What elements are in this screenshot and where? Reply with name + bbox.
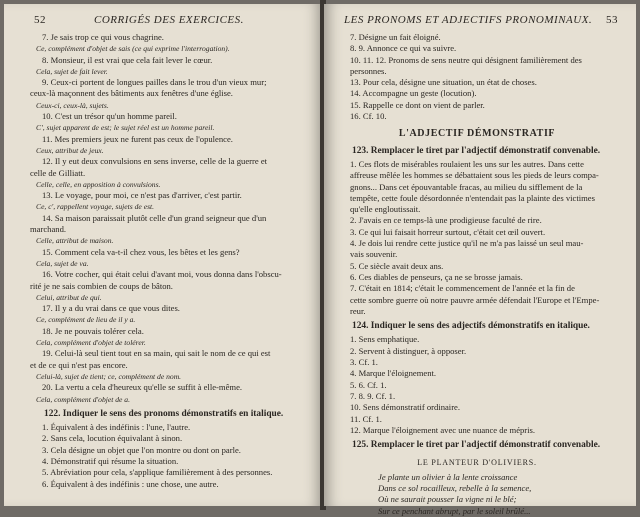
answer-line: 4. Démonstratif qui résume la situation. xyxy=(42,455,179,466)
exercise-line: 3. Ce qui lui faisait horreur surtout, c'était cet œil ouvert. xyxy=(350,226,546,237)
answer-line: 5. Abréviation pour cela, s'applique familièrement à des personnes. xyxy=(42,467,273,478)
answer-line: 8. 9. Annonce ce qui va suivre. xyxy=(350,43,457,54)
answer-line: 16. Cf. 10. xyxy=(350,111,387,122)
text-line: Cela, sujet de va. xyxy=(36,258,89,268)
exercise-line: tempête, cette foule désordonnée n'entendait pas la plainte des victimes xyxy=(350,192,595,203)
text-line: 17. Il y a du vrai dans ce que vous dites. xyxy=(42,303,180,314)
text-line: Ce, complément d'objet de sais (ce qui exprime l'interrogation). xyxy=(36,44,230,54)
answer-line: 7. 8. 9. Cf. 1. xyxy=(350,390,396,401)
text-line: 13. Le voyage, pour moi, ce n'est pas d'arriver, c'est partir. xyxy=(42,190,242,201)
poem-line: Dans ce sol rocailleux, rebelle à la semence, xyxy=(378,482,532,493)
text-line: Celui-là, sujet de tient; ce, complément de nom. xyxy=(36,371,182,381)
answer-line: 3. Cf. 1. xyxy=(350,357,378,368)
answer-line: 10. Sens démonstratif ordinaire. xyxy=(350,402,461,413)
exercise-line: vais souvenir. xyxy=(350,249,398,260)
text-line: marchand. xyxy=(30,224,67,235)
answer-line: 1. Équivalent à des indéfinis : l'une, l'autre. xyxy=(42,422,191,433)
text-line: Celle, celle, en apposition à convulsions. xyxy=(36,179,161,189)
answer-line: 4. Marque l'éloignement. xyxy=(350,368,437,379)
corrections-list xyxy=(30,32,308,405)
text-line: 10. C'est un trésor qu'un homme pareil. xyxy=(42,111,177,122)
answer-line: 2. Sans cela, locution équivalant à sinon. xyxy=(42,433,183,444)
answer-line: 7. Désigne un fait éloigné. xyxy=(350,32,441,42)
text-line: 9. Ceux-ci portent de longues pailles dans le trou d'un vieux mur; xyxy=(42,77,267,88)
poem-title: LE PLANTEUR D'OLIVIERS. xyxy=(417,458,537,468)
exercise-line: cette sombre guerre où notre pauvre armée défendait l'Europe et l'Empe- xyxy=(350,294,600,305)
text-line: 8. Monsieur, il est vrai que cela fait lever le cœur. xyxy=(42,54,213,65)
exercise-122-answers xyxy=(30,422,308,490)
answer-line: 2. Servent à distinguer, à opposer. xyxy=(350,345,467,356)
exercise-line: 1. Ces flots de misérables roulaient les uns sur les autres. Dans cette xyxy=(350,158,584,169)
text-line: 19. Celui-là seul tient tout en sa main, qui sait le nom de ce qui est xyxy=(42,348,271,359)
text-line: 11. Mes premiers jeux ne furent pas ceux de l'opulence. xyxy=(42,133,233,144)
answer-line: 13. Pour cela, désigne une situation, un état de choses. xyxy=(350,77,537,88)
exercise-line: gnons... Dans cet épouvantable fracas, au milieu du sifflement de la xyxy=(350,181,583,192)
left-page-number: 52 xyxy=(34,14,46,26)
text-line: celle de Gilliatt. xyxy=(30,167,86,178)
exercise-line: affreuse mêlée les hommes se débattaient sous les pieds de leurs compa- xyxy=(350,170,599,181)
exercise-line: 4. Je dois lui rendre cette justice qu'il ne m'a pas laissé un seul mau- xyxy=(350,238,584,249)
answer-line: 3. Cela désigne un objet que l'on montre ou dont on parle. xyxy=(42,444,241,455)
right-page-number: 53 xyxy=(606,14,618,26)
answer-line: 11. Cf. 1. xyxy=(350,413,382,424)
answer-line: 14. Accompagne un geste (locution). xyxy=(350,88,477,99)
exercise-line: 6. Ces diables de penseurs, ça ne se brosse jamais. xyxy=(350,271,523,282)
text-line: 7. Je sais trop ce qui vous chagrine. xyxy=(42,32,164,42)
text-line: Cela, complément d'objet de a. xyxy=(36,394,130,404)
answer-line: 5. 6. Cf. 1. xyxy=(350,379,387,390)
left-page-body xyxy=(30,32,308,490)
answer-line: personnes. xyxy=(350,65,387,76)
answer-line: 15. Rappelle ce dont on vient de parler. xyxy=(350,99,485,110)
left-page xyxy=(4,4,322,506)
text-line: Cela, sujet de fait lever. xyxy=(36,66,108,76)
text-line: ceux-là maçonnent des bâtiments aux fenêtres d'une église. xyxy=(30,88,233,99)
text-line: Cela, complément d'objet de tolérer. xyxy=(36,338,146,348)
answer-line: 10. 11. 12. Pronoms de sens neutre qui désignent familièrement des xyxy=(350,54,582,65)
exercise-123-answers xyxy=(338,159,616,317)
answer-line: 1. Sens emphatique. xyxy=(350,334,420,345)
chapter-heading: L'ADJECTIF DÉMONSTRATIF xyxy=(398,128,556,140)
poem-line: Je plante un olivier à la lente croissance xyxy=(378,471,518,482)
right-page xyxy=(324,4,636,516)
exercise-line: qu'elle engloutissait. xyxy=(350,204,421,215)
text-line: 12. Il y eut deux convulsions en sens inverse, celle de la guerre et xyxy=(42,156,268,167)
poem-line: Où ne saurait pousser la vigne ni le blé; xyxy=(378,494,517,505)
text-line: rité je ne sais combien de coups de bâton. xyxy=(30,280,173,291)
text-line: C', sujet apparent de est; le sujet réel est un homme pareil. xyxy=(36,123,215,133)
right-running-title: LES PRONOMS ET ADJECTIFS PRONOMINAUX. xyxy=(344,14,593,26)
exercise-125-title: 125. Remplacer le tiret par l'adjectif démonstratif convenable. xyxy=(352,440,601,451)
answer-line: 12. Marque l'éloignement avec une nuance de mépris. xyxy=(350,424,536,435)
exercise-line: 5. Ce siècle avait deux ans. xyxy=(350,260,444,271)
right-page-body xyxy=(338,32,616,517)
exercise-122-answers-continued xyxy=(338,32,616,122)
text-line: Ceux-ci, ceux-là, sujets. xyxy=(36,100,109,110)
text-line: 14. Sa maison paraissait plutôt celle d'un grand seigneur que d'un xyxy=(42,212,267,223)
exercise-123-title: 123. Remplacer le tiret par l'adjectif démonstratif convenable. xyxy=(352,145,601,156)
text-line: Ce, complément de lieu de il y a. xyxy=(36,315,136,325)
text-line: 15. Comment cela va-t-il chez vous, les bêtes et les gens? xyxy=(42,246,240,257)
text-line: Celui, attribut de qui. xyxy=(36,292,102,302)
poem xyxy=(338,472,616,517)
exercise-124-title: 124. Indiquer le sens des adjectifs démonstratifs en italique. xyxy=(352,321,590,332)
left-running-title: CORRIGÉS DES EXERCICES. xyxy=(94,14,244,26)
text-line: et de ce qui n'est pas encore. xyxy=(30,359,128,370)
exercise-122-title: 122. Indiquer le sens des pronoms démonstratifs en italique. xyxy=(44,408,284,419)
text-line: 18. Je ne pouvais tolérer cela. xyxy=(42,325,144,336)
text-line: 20. La vertu a cela d'heureux qu'elle se suffit à elle-même. xyxy=(42,382,243,393)
text-line: Ce, c', rappellent voyage, sujets de est. xyxy=(36,202,155,212)
exercise-line: 2. J'avais en ce temps-là une prodigieuse faculté de rire. xyxy=(350,215,542,226)
answer-line: 6. Équivalent à des indéfinis : une chose, une autre. xyxy=(42,478,219,489)
text-line: Ceux, attribut de jeux. xyxy=(36,145,104,155)
exercise-124-answers xyxy=(338,334,616,436)
text-line: Celle, attribut de maison. xyxy=(36,236,114,246)
text-line: 16. Votre cocher, qui était celui d'avant moi, vous donna dans l'obscu- xyxy=(42,269,282,280)
exercise-line: 7. C'était en 1814; c'était le commencement de l'année et la fin de xyxy=(350,283,575,294)
exercise-line: reur. xyxy=(350,305,366,316)
poem-line: Sur ce penchant abrupt, par le soleil brûlé... xyxy=(378,505,531,516)
